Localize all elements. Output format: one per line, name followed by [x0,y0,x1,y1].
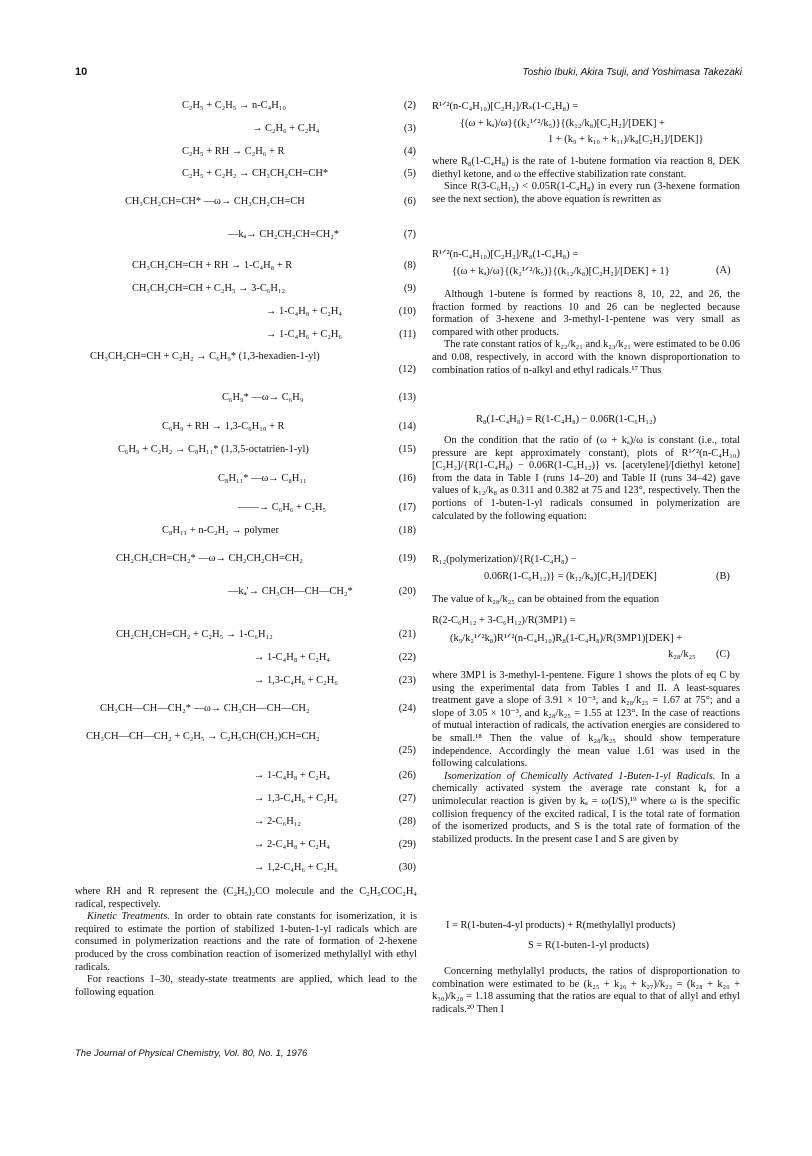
equation-3: → C₂H₆ + C₂H₄ [252,123,320,134]
equation-line: S = R(1-buten-1-yl products) [528,940,650,951]
equation-line: R¹ᐟ²(n-C₄H₁₀)[C₂H₂]/R₈(1-C₄H₈) = [432,249,579,260]
equation-number: (10) [398,306,416,317]
equation-6: CH₃CH₂CH=CH* —ω→ CH₃CH₂CH=CH [125,196,305,207]
equation-number: (29) [398,839,416,850]
equation-number: (7) [403,229,416,240]
equation-12: CH₃CH₂CH=CH + C₂H₂ → C₆H₉* (1,3-hexadien-1-yl) [90,351,320,362]
journal-footer: The Journal of Physical Chemistry, Vol. 80, No. 1, 1976 [75,1048,308,1059]
equation-number: (20) [398,586,416,597]
equation-number: (6) [403,196,416,207]
equation-line: R(2-C₆H₁₂ + 3-C₆H₁₂)/R(3MP1) = [432,615,576,626]
equation-line: (k₉/k₂¹ᐟ²k₈)R¹ᐟ²(n-C₄H₁₀)R₈(1-C₄H₈)/R(3MP1)[DEK] + [450,633,683,644]
equation-number: (21) [398,629,416,640]
equation-line: R₈(1-C₄H₈) = R(1-C₄H₈) − 0.06R(1-C₆H₁₂) [476,414,657,425]
equation-number: (28) [398,816,416,827]
paragraph-block [432,594,740,607]
equation-number: (26) [398,770,416,781]
equation-number: (9) [403,283,416,294]
equation-number: (8) [403,260,416,271]
paragraph: The value of k₂₈/k₂₅ can be obtained from the equation [432,594,660,605]
equation-9: CH₃CH₂CH=CH + C₂H₅ → 3-C₆H₁₂ [132,283,286,294]
equation-number: (3) [403,123,416,134]
equation-number: (15) [398,444,416,455]
paragraph: where RH and R represent the (C₂H₅)₂CO molecule and the C₂H₅COC₂H₄ radical, respectively. [75,886,417,910]
equation-16: C₈H₁₁* —ω→ C₈H₁₁ [218,473,307,484]
equation-line: {(ω + kₐ)/ω}{(k₂¹ᐟ²/k₅)}{(k₁₂/k₈)[C₂H₂]/[DEK] + 1} [452,266,670,277]
equation-number: (13) [398,392,416,403]
equation-number: (B) [716,571,730,582]
paragraph: where 3MP1 is 3-methyl-1-pentene. Figure 1 shows the plots of eq C by using the experimental data from Tables I and II. A least-squares treatment gave a slope of 3.91 × 10⁻³, and k₂₈/k₂₅ = 1.67 at 75°; and a slope of 3.05 × 10⁻³, and k₂₈/k₂₅ = 1.55 at 123°. In the case of reactions of mutual interaction of radicals, the activation energies are considered to be small.¹⁸ Then the value of k₂₈/k₂₅ should show temperature independence. Accordingly the mean value 1.61 was used in the following calculations. [432,670,740,770]
equation-29: → 2-C₄H₈ + C₂H₄ [254,839,331,850]
paragraph [75,911,417,974]
equation-number: (27) [398,793,416,804]
equation-13: C₆H₉* —ω→ C₆H₉ [222,392,304,403]
equation-line: I = R(1-buten-4-yl products) + R(methylallyl products) [446,920,676,931]
paragraph: For reactions 1–30, steady-state treatments are applied, which lead to the following equation [75,974,417,998]
equation-11: → 1-C₄H₆ + C₂H₆ [266,329,343,340]
equation-line: 1 + (k₉ + k₁₀ + k₁₁)/k₈[C₂H₂]/[DEK]} [548,134,704,145]
equation-line: R₁₂(polymerization)/{R(1-C₄H₈) − [432,554,577,565]
equation-21: CH₂CH₂CH=CH₂ + C₂H₅ → 1-C₆H₁₂ [116,629,273,640]
equation-number: (25) [398,745,416,756]
paragraph-block [432,966,740,1016]
paragraph: On the condition that the ratio of (ω + kₐ)/ω is constant (i.e., total pressure are kept approximately constant), plots of R¹ᐟ²(n-C₄H₁₀)[C₂H₂]/{R(1-C₄H₈) − 0.06R(1-C₆H₁₂)} vs. [acetylene]/[diethyl ketone] from the data in Table I (runs 14–20) and Table II (runs 34–42) gave values of k₁₂/k₈ as 0.311 and 0.382 at 75 and 123°, respectively. Then the portions of 1-buten-1-yl radicals consumed in polymerization are calculated by the following equation: [432,435,740,522]
paragraph-block [432,435,740,523]
equation-25: CH₃CH—CH—CH₂ + C₂H₅ → C₂H₅CH(CH₃)CH=CH₂ [86,731,320,742]
paragraph: Concerning methylallyl products, the ratios of disproportionation to combination were estimated to be (k₂₅ + k₂₆ + k₂₇)/k₂₃ = (k₂₈ + k₂₉ + k₃₀)/k₂₈ = 1.18 assuming that the ratios are equal to that of allyl and ethyl radicals.²⁰ Then I [432,966,740,1015]
equation-17: ——→ C₆H₆ + C₂H₅ [238,502,327,513]
paragraph-text: In order to obtain rate constants for isomerization, it is required to estimate the portion of stabilized 1-buten-1-yl radicals which are consumed in polymerization reactions and the rate of formation of 2-hexene produced by the cross combination reaction of isomerized methylallyl with ethyl radicals. [75,911,417,973]
equation-14: C₆H₉ + RH → 1,3-C₆H₁₀ + R [162,421,285,432]
equation-number: (2) [403,100,416,111]
equation-15: C₆H₉ + C₂H₂ → C₈H₁₁* (1,3,5-octatrien-1-yl) [118,444,309,455]
equation-5: C₂H₅ + C₂H₂ → CH₃CH₂CH=CH* [182,168,329,179]
section-title: Isomerization of Chemically Activated 1-Buten-1-yl Radicals. [444,770,716,782]
equation-27: → 1,3-C₄H₆ + C₂H₆ [254,793,338,804]
equation-8: CH₃CH₂CH=CH + RH → 1-C₄H₈ + R [132,260,293,271]
equation-30: → 1,2-C₄H₆ + C₂H₆ [254,862,338,873]
equation-number: (22) [398,652,416,663]
left-body-text [75,886,417,999]
equation-line: 0.06R(1-C₆H₁₂)} = (k₁₂/k₈)[C₂H₂]/[DEK] [484,571,657,582]
equation-number: (18) [398,525,416,536]
equation-number: (A) [716,265,731,276]
equation-number: (5) [403,168,416,179]
equation-7: —kₐ→ CH₂CH₂CH=CH₂* [228,229,340,240]
paragraph: The rate constant ratios of k₂₂/k₂₁ and k₂₃/k₂₁ were estimated to be 0.06 and 0.08, respectively, in accord with the known disproportionation to combination ratios of n-alkyl and ethyl radicals.¹⁷ Thus [432,339,740,376]
paragraph-block [432,670,740,846]
equation-number: (4) [403,146,416,157]
equation-28: → 2-C₆H₁₂ [254,816,301,827]
equation-number: (11) [399,329,416,340]
equation-10: → 1-C₄H₈ + C₂H₄ [266,306,343,317]
equation-number: (14) [398,421,416,432]
equation-number: (30) [398,862,416,873]
equation-22: → 1-C₄H₈ + C₂H₄ [254,652,331,663]
equation-number: (24) [398,703,416,714]
paragraph: Since R(3-C₆H₁₂) < 0.05R(1-C₄H₈) in every run (3-hexene formation see the next section), the above equation is rewritten as [432,181,740,205]
equation-number: (23) [398,675,416,686]
paragraph-text: In a chemically activated system the average rate constant kₐ for a unimolecular reaction is given by kₐ = ω(I/S),¹⁹ where ω is the specific collision frequency of the excited radical, I is the total rate of formation of the isomerized products, and S is the total rate of formation of the stabilized products. In the present case I and S are given by [432,770,740,845]
equation-line: {(ω + kₐ)/ω}{(k₂¹ᐟ²/k₅)}{(k₁₂/k₈)[C₂H₂]/[DEK] + [460,118,665,129]
equation-number: (17) [398,502,416,513]
equation-line: k₂₈/k₂₅ [668,649,696,660]
equation-18: C₈H₁₁ + n-C₂H₂ → polymer [162,525,279,536]
section-title: Kinetic Treatments. [87,911,170,923]
paragraph: Although 1-butene is formed by reactions 8, 10, 22, and 26, the fraction formed by reactions 10 and 26 can be neglected because formation of 3-hexene and 3-methyl-1-pentene was very small as compared with other products. [432,289,740,338]
equation-2: C₂H₅ + C₂H₅ → n-C₄H₁₀ [182,100,286,111]
paragraph-block [432,156,740,206]
equation-line: R¹ᐟ²(n-C₄H₁₀)[C₂H₂]/Rₛ(1-C₄H₈) = [432,101,579,112]
equation-26: → 1-C₄H₈ + C₂H₄ [254,770,331,781]
paragraph [432,771,740,847]
equation-19: CH₂CH₂CH=CH₂* —ω→ CH₂CH₂CH=CH₂ [116,553,303,564]
equation-number: (16) [398,473,416,484]
equation-23: → 1,3-C₄H₆ + C₂H₆ [254,675,338,686]
running-head-authors: Toshio Ibuki, Akira Tsuji, and Yoshimasa Takezaki [522,67,742,78]
paragraph: where R₈(1-C₄H₈) is the rate of 1-butene formation via reaction 8, DEK diethyl ketone, and ω the effective stabilization rate constant. [432,156,740,180]
page-number: 10 [75,66,88,78]
equation-20: —kₐ′→ CH₃CH—CH—CH₂* [228,586,353,597]
equation-number: (C) [716,649,730,660]
equation-4: C₂H₅ + RH → C₂H₆ + R [182,146,285,157]
equation-number: (19) [398,553,416,564]
equation-24: CH₃CH—CH—CH₂* —ω→ CH₃CH—CH—CH₂ [100,703,310,714]
equation-number: (12) [398,364,416,375]
paragraph-block [432,289,740,377]
